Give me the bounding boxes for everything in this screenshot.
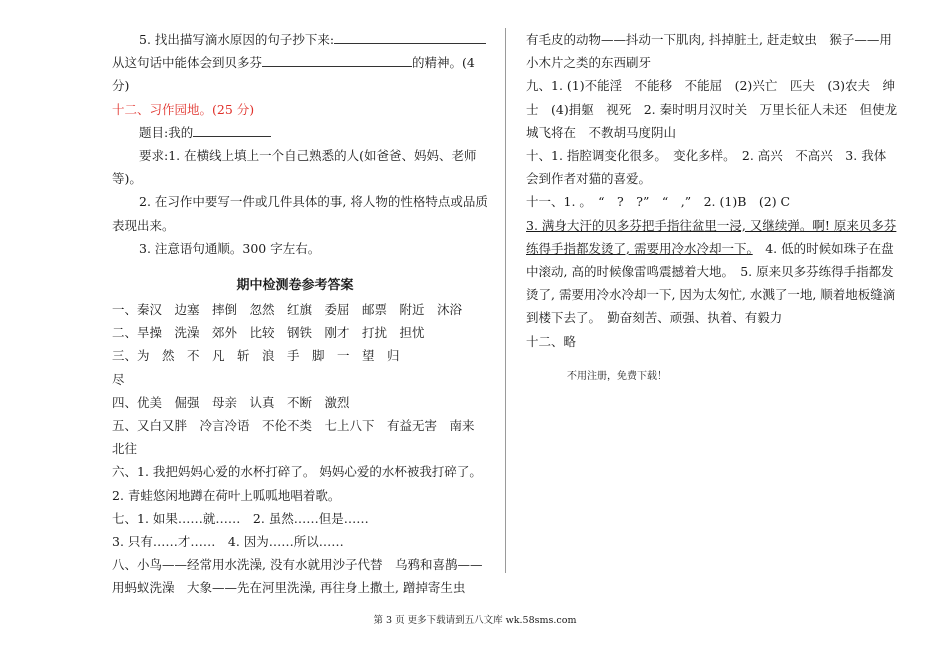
answer-line: 到楼下去了。 勤奋刻苦、顽强、执着、有毅力 — [526, 310, 783, 326]
topic-blank — [193, 122, 271, 137]
requirement-2a: 2. 在习作中要写一件或几件具体的事, 将人物的性格特点或品质 — [139, 194, 488, 210]
answer-line: 会到作者对猫的喜爱。 — [526, 171, 652, 187]
answer-line: 2. 青蛙悠闲地蹲在荷叶上呱呱地唱着歌。 — [112, 487, 341, 503]
answer-line: 城飞将在 不教胡马度阴山 — [526, 124, 677, 140]
page-footer: 第 3 页 更多下载请到五八文库 wk.58sms.com — [373, 615, 577, 626]
answer-line: 七、1. 如果……就…… 2. 虽然……但是…… — [112, 510, 369, 526]
answer-line: 三、为 然 不 凡 斩 浪 手 脚 一 望 归 — [112, 348, 400, 364]
answer-line: 北往 — [112, 441, 138, 457]
answer-line: 尽 — [112, 371, 125, 387]
answer-line: 五、又白又胖 冷言冷语 不伦不类 七上八下 有益无害 南来 — [112, 418, 475, 434]
answer-line: 八、小鸟——经常用水洗澡, 没有水就用沙子代替 乌鸦和喜鹊—— — [112, 557, 483, 573]
q5-line1: 5. 找出描写滴水原因的句子抄下来: — [112, 28, 478, 51]
requirement-1a: 要求:1. 在横线上填上一个自己熟悉的人(如爸爸、妈妈、老师 — [139, 148, 477, 164]
answer-line: 烫了, 需要用冷水冷却一下, 因为太匆忙, 水溅了一地, 顺着地板缝滴 — [526, 287, 896, 303]
section-12-title: 十二、习作园地。(25 分) — [112, 101, 255, 117]
answer-line: 四、优美 倔强 母亲 认真 不断 激烈 — [112, 394, 350, 410]
answer-blank — [334, 29, 486, 44]
answers-heading: 期中检测卷参考答案 — [236, 278, 354, 294]
essay-topic: 题目:我的 — [112, 121, 478, 144]
q5-line3: 分) — [112, 78, 130, 94]
requirement-1b: 等)。 — [112, 171, 142, 187]
answer-blank — [262, 52, 412, 67]
requirement-3: 3. 注意语句通顺。300 字左右。 — [139, 240, 321, 256]
answer-line: 二、旱操 洗澡 郊外 比较 钢铁 刚才 打扰 担忧 — [112, 325, 425, 341]
answer-line: 中滚动, 高的时候像雷鸣震撼着大地。 5. 原来贝多芬练得手指都发 — [526, 264, 894, 280]
answer-line: 有毛皮的动物——抖动一下肌肉, 抖掉脏土, 赶走蚊虫 猴子——用 — [526, 32, 892, 47]
answer-line: 一、秦汉 边塞 摔倒 忽然 红旗 委屈 邮票 附近 沐浴 — [112, 302, 463, 318]
answer-line: 十、1. 指腔调变化很多。 变化多样。 2. 高兴 不高兴 3. 我体 — [526, 148, 887, 164]
answer-line: 3. 只有……才…… 4. 因为……所以…… — [112, 534, 344, 550]
column-divider — [505, 28, 506, 573]
answer-line: 十二、略 — [526, 333, 577, 349]
answer-line: 士 (4)捐躯 视死 2. 秦时明月汉时关 万里长征人未还 但使龙 — [526, 101, 898, 117]
promo-text: 不用注册，免费下载！ — [567, 370, 667, 382]
answer-line: 六、1. 我把妈妈心爱的水杯打碎了。 妈妈心爱的水杯被我打碎了。 — [112, 464, 482, 480]
right-column — [526, 28, 898, 387]
answer-line: 十一、1. 。 “ ? ?” “ ,” 2. (1)B (2) C — [526, 194, 791, 210]
answer-line: 用蚂蚁洗澡 大象——先在河里洗澡, 再往身上撒土, 蹭掉寄生虫 — [112, 580, 466, 596]
answer-line-underlined: 3. 满身大汗的贝多芬把手指往盆里一浸, 又继续弹。啊! 原来贝多芬 — [526, 217, 897, 233]
left-column — [112, 28, 488, 600]
q5-line2: 从这句话中能体会到贝多芬 的精神。(4 — [112, 51, 478, 74]
requirement-2b: 表现出来。 — [112, 217, 175, 233]
answer-line: 九、1. (1)不能淫 不能移 不能屈 (2)兴亡 匹夫 (3)农夫 绅 — [526, 78, 896, 94]
answer-line-underlined: 练得手指都发烫了, 需要用冷水冷却一下。 4. 低的时候如珠子在盘 — [526, 240, 894, 256]
answer-line: 小木片之类的东西刷牙 — [526, 55, 652, 71]
